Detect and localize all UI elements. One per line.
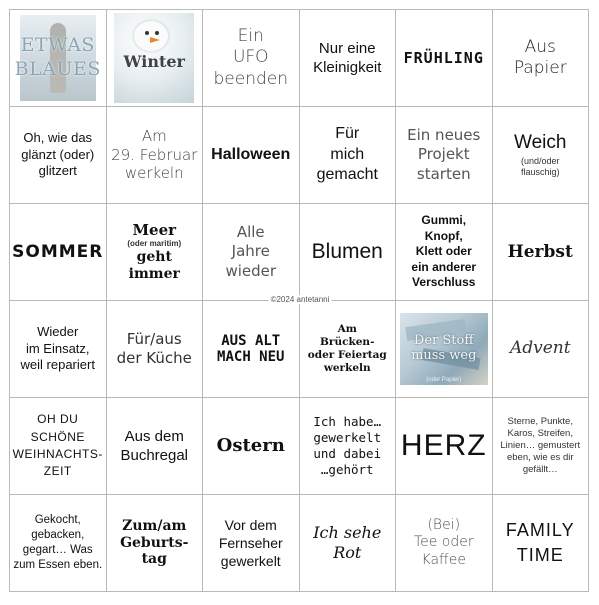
cell-label: Sterne, Punkte, Karos, Streifen, Linien… gemustert eben, wie es dir gefällt… — [500, 416, 581, 475]
cell-label: Herbst — [507, 241, 573, 262]
cell-label: Oh, wie das glänzt (oder) glitzert — [21, 129, 95, 179]
cell-label: Gummi, Knopf, Klett oder ein anderer Verschluss — [411, 213, 477, 290]
cell-meer — [107, 204, 204, 301]
cell-label-2: geht immer — [128, 249, 180, 282]
cell-29-februar — [107, 107, 204, 204]
cell-fruehling — [396, 10, 493, 107]
cell-label: Für/aus der Küche — [116, 329, 192, 367]
cell-label: Am 29. Februar werkeln — [111, 126, 198, 183]
cell-label: OH DU SCHÖNE WEIHNACHTS- ZEIT — [12, 412, 103, 479]
cell-herz — [396, 398, 493, 495]
cell-fuer-mich — [300, 107, 397, 204]
cell-label: FAMILY TIME — [505, 519, 575, 565]
cell-label: Aus dem Buchregal — [120, 427, 189, 464]
cell-brueckentag — [300, 301, 397, 398]
cell-label: (Bei) Tee oder Kaffee — [413, 516, 474, 568]
cell-label: Aus Papier — [513, 36, 567, 78]
cell-label: Weich — [514, 132, 567, 154]
cell-kleinigkeit — [300, 10, 397, 107]
cell-label: Vor dem Fernseher gewerkelt — [218, 516, 283, 570]
cell-etwas-blaues — [10, 10, 107, 107]
cell-winter — [107, 10, 204, 107]
cell-sublabel: (und/oder flauschig) — [520, 156, 560, 178]
cell-ostern — [203, 398, 300, 495]
cell-alle-jahre — [203, 204, 300, 301]
cell-label: Gekocht, gebacken, gegart… Was zum Essen eben. — [13, 514, 103, 571]
cell-label: Wieder im Einsatz, weil repariert — [20, 323, 95, 373]
cell-label: Ostern — [216, 435, 285, 457]
cell-label: Zum/am Geburts- tag — [120, 517, 189, 568]
cell-label: Für mich gemacht — [316, 124, 378, 184]
fabric-image — [400, 313, 488, 385]
cell-label: FRÜHLING — [403, 49, 484, 67]
cell-label: Winter — [123, 51, 185, 71]
cell-label: Alle Jahre wieder — [225, 222, 277, 280]
cell-gehoert — [300, 398, 397, 495]
cell-stoff — [396, 301, 493, 398]
cell-label: AUS ALT MACH NEU — [217, 333, 285, 365]
cell-label: Der Stoff muss weg — [411, 333, 477, 363]
cell-label: HERZ — [400, 429, 487, 462]
cell-label: Advent — [509, 338, 571, 359]
cell-label: Halloween — [211, 145, 291, 163]
cell-tee-kaffee — [396, 495, 493, 592]
cell-geburtstag — [107, 495, 204, 592]
cell-label: Ein neues Projekt starten — [407, 125, 481, 183]
cell-sublabel: (oder maritim) — [127, 239, 182, 249]
cell-glaenzt — [10, 107, 107, 204]
cell-label: Ich habe… gewerkelt und dabei …gehört — [313, 413, 382, 478]
cell-sommer — [10, 204, 107, 301]
cell-weich — [493, 107, 590, 204]
cell-gemustert — [493, 398, 590, 495]
cell-gekocht — [10, 495, 107, 592]
cell-weihnachtszeit — [10, 398, 107, 495]
cell-fernseher — [203, 495, 300, 592]
cell-rot — [300, 495, 397, 592]
cell-blumen — [300, 204, 397, 301]
cell-repariert — [10, 301, 107, 398]
cell-label: Blumen — [311, 240, 383, 264]
cell-family-time — [493, 495, 590, 592]
cell-halloween — [203, 107, 300, 204]
cell-advent — [493, 301, 590, 398]
cell-aus-papier — [493, 10, 590, 107]
copyright-label: ©2024 antetanni — [270, 295, 330, 304]
cell-label: Meer — [132, 221, 177, 240]
snowman-image — [114, 13, 194, 103]
cell-label: ETWAS BLAUES — [14, 34, 101, 80]
cell-kueche — [107, 301, 204, 398]
cell-verschluss — [396, 204, 493, 301]
cell-label: Nur eine Kleinigkeit — [313, 39, 382, 76]
cell-buchregal — [107, 398, 204, 495]
cell-label: Ich sehe Rot — [313, 523, 382, 562]
cell-label: Am Brücken- oder Feiertag werkeln — [307, 322, 387, 375]
cell-neues-projekt — [396, 107, 493, 204]
snowman-icon — [134, 21, 168, 51]
cell-label: Ein UFO beenden — [213, 26, 288, 89]
cell-aus-alt — [203, 301, 300, 398]
figurine-image — [14, 15, 101, 101]
cell-herbst — [493, 204, 590, 301]
cell-ufo-beenden — [203, 10, 300, 107]
cell-label: SOMMER — [12, 241, 104, 262]
cell-sublabel: (oder Papier) — [426, 377, 462, 383]
